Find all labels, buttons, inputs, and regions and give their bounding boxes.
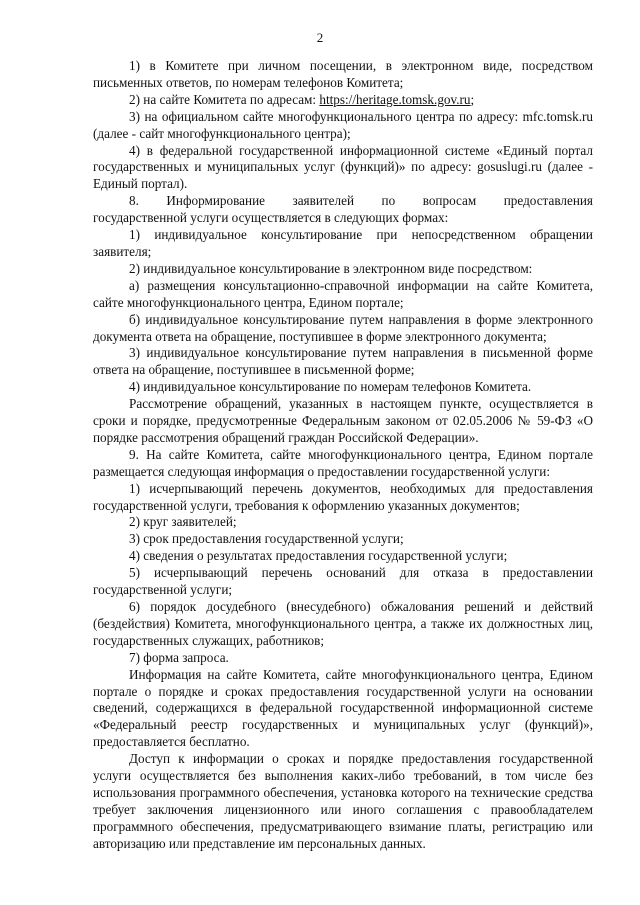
- paragraph: 4) сведения о результатах предоставления государственной услуги;: [129, 548, 508, 564]
- paragraph: Доступ к информации о сроках и порядке предоставления государственной услуги осуществляется без выполнения каких-либо требований, в том числе без использования программного обеспечения, установка которого на технические средства требует заключения лицензионного или иного соглашения с правообладателем программного обеспечения, предусматривающего взимание платы, регистрацию или авторизацию или представление им персональных данных.: [93, 751, 593, 851]
- link-suffix: ;: [470, 91, 475, 107]
- document-body: [93, 58, 593, 853]
- paragraph: 9. На сайте Комитета, сайте многофункционального центра, Едином портале размещается следующая информация о предоставлении государственной услуги:: [93, 446, 593, 479]
- paragraph: 4) в федеральной государственной информационной системе «Единый портал государственных и муниципальных услуг (функций)» по адресу: gosuslugi.ru (далее - Единый портал).: [93, 142, 593, 192]
- page-number: 2: [316, 30, 324, 45]
- paragraph: 3) на официальном сайте многофункционального центра по адресу: mfc.tomsk.ru (далее - сайт многофункционального центра);: [93, 108, 593, 141]
- heritage-link[interactable]: https://heritage.tomsk.gov.ru: [319, 91, 471, 107]
- paragraph: [93, 92, 593, 109]
- paragraph: 2) индивидуальное консультирование в электронном виде посредством:: [129, 260, 533, 276]
- paragraph: 1) исчерпывающий перечень документов, необходимых для предоставления государственной услуги, требования к оформлению указанных документов;: [93, 480, 593, 513]
- paragraph: 3) индивидуальное консультирование путем направления в письменной форме ответа на обращение, поступившее в письменной форме;: [93, 345, 593, 378]
- paragraph: 1) индивидуальное консультирование при непосредственном обращении заявителя;: [93, 227, 593, 259]
- paragraph: 4) индивидуальное консультирование по номерам телефонов Комитета.: [129, 379, 532, 395]
- paragraph: 5) исчерпывающий перечень оснований для отказа в предоставлении государственной услуги;: [93, 565, 593, 598]
- paragraph: 3) срок предоставления государственной услуги;: [129, 531, 404, 547]
- paragraph: 8. Информирование заявителей по вопросам предоставления государственной услуги осуществляется в следующих формах:: [93, 193, 593, 226]
- paragraph: б) индивидуальное консультирование путем направления в форме электронного документа ответа на обращение, поступившее в форме электронного документа;: [93, 311, 593, 344]
- paragraph: Информация на сайте Комитета, сайте многофункционального центра, Едином портале о порядке и сроках предоставления государственной услуги на основании сведений, содержащихся в федеральной государственной информационной системе «Федеральный реестр государственных и муниципальных услуг (функций)», предоставляется бесплатно.: [93, 666, 593, 750]
- paragraph: 2) круг заявителей;: [129, 514, 237, 530]
- paragraph: а) размещения консультационно-справочной информации на сайте Комитета, сайте многофункционального центра, Едином портале;: [93, 277, 593, 310]
- paragraph: 7) форма запроса.: [129, 649, 229, 665]
- paragraph: 1) в Комитете при личном посещении, в электронном виде, посредством письменных ответов, по номерам телефонов Комитета;: [93, 58, 593, 90]
- paragraph: Рассмотрение обращений, указанных в настоящем пункте, осуществляется в сроки и порядке, предусмотренные Федеральным законом от 02.05.2006 № 59-ФЗ «О порядке рассмотрения обращений граждан Российской Федерации».: [93, 396, 593, 445]
- paragraph: 6) порядок досудебного (внесудебного) обжалования решений и действий (бездействия) Комитета, многофункционального центра, а также их должностных лиц, государственных служащих, работников;: [93, 599, 593, 648]
- paragraph-text: 2) на сайте Комитета по адресам:: [129, 91, 320, 107]
